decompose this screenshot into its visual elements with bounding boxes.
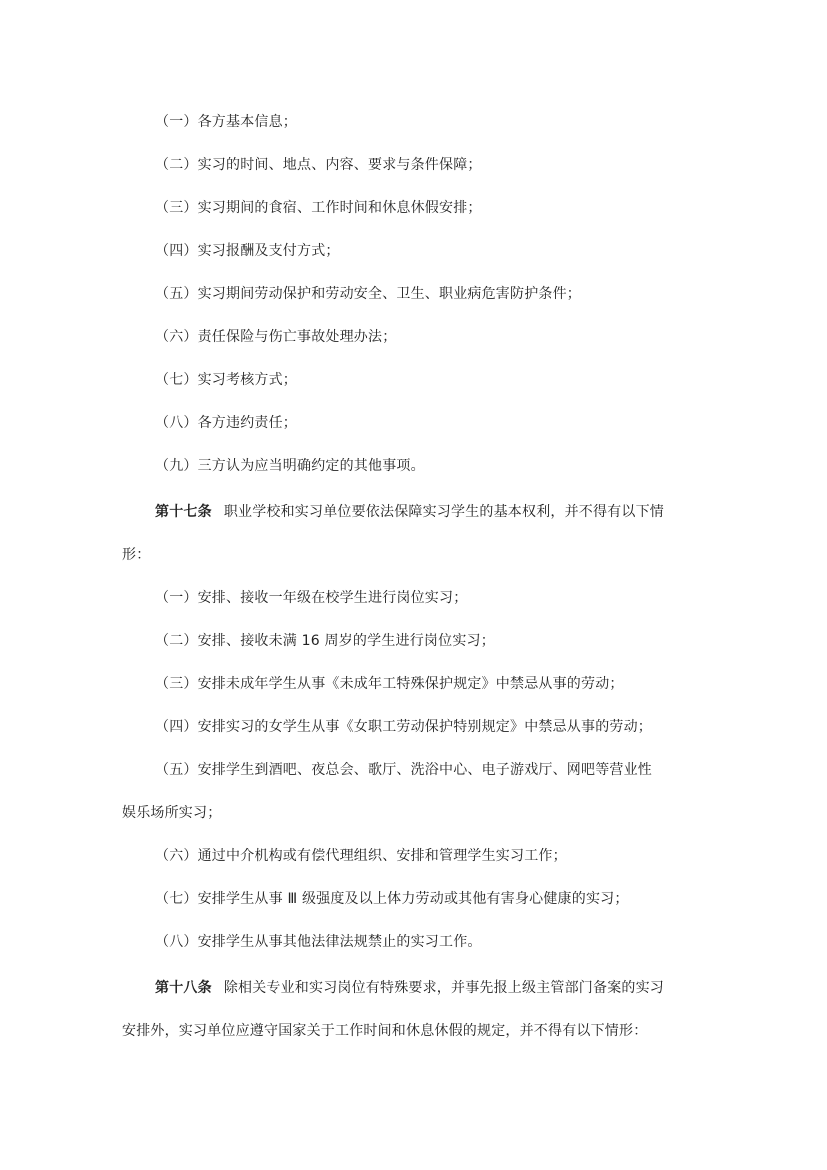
list-item: （一）各方基本信息； [155, 114, 297, 130]
article-18-text: 除相关专业和实习岗位有特殊要求，并事先报上级主管部门备案的实习 [223, 980, 665, 996]
list-item: （五）安排学生到酒吧、夜总会、歌厅、洗浴中心、电子游戏厅、网吧等营业性 [155, 762, 652, 778]
list-item: （八）安排学生从事其他法律法规禁止的实习工作。 [155, 934, 482, 950]
list-item: （六）责任保险与伤亡事故处理办法； [155, 329, 397, 345]
list-item: （二）安排、接收未满 16 周岁的学生进行岗位实习； [155, 633, 495, 649]
list-item: （二）实习的时间、地点、内容、要求与条件保障； [155, 157, 482, 173]
article-18-continuation: 安排外，实习单位应遵守国家关于工作时间和休息休假的规定，并不得有以下情形： [122, 1023, 648, 1039]
list-item: （三）实习期间的食宿、工作时间和休息休假安排； [155, 200, 482, 216]
list-item: （一）安排、接收一年级在校学生进行岗位实习； [155, 590, 468, 606]
list-item-continuation: 娱乐场所实习； [122, 805, 222, 821]
list-item: （七）安排学生从事 Ⅲ 级强度及以上体力劳动或其他有害身心健康的实习； [155, 891, 629, 907]
list-item: （五）实习期间劳动保护和劳动安全、卫生、职业病危害防护条件； [155, 286, 581, 302]
list-item: （九）三方认为应当明确约定的其他事项。 [155, 458, 425, 474]
article-17-continuation: 形： [122, 547, 151, 563]
list-item: （三）安排未成年学生从事《未成年工特殊保护规定》中禁忌从事的劳动； [155, 676, 624, 692]
list-item: （八）各方违约责任； [155, 415, 297, 431]
article-17-text: 职业学校和实习单位要依法保障实习学生的基本权利，并不得有以下情 [223, 504, 665, 520]
list-item: （六）通过中介机构或有偿代理组织、安排和管理学生实习工作； [155, 848, 567, 864]
list-item: （四）安排实习的女学生从事《女职工劳动保护特别规定》中禁忌从事的劳动； [155, 719, 652, 735]
list-item: （四）实习报酬及支付方式； [155, 243, 340, 259]
article-17-label: 第十七条 [155, 504, 212, 520]
article-17-line [155, 502, 664, 522]
list-item: （七）实习考核方式； [155, 372, 297, 388]
article-18-line [155, 978, 664, 998]
article-18-label: 第十八条 [155, 980, 212, 996]
